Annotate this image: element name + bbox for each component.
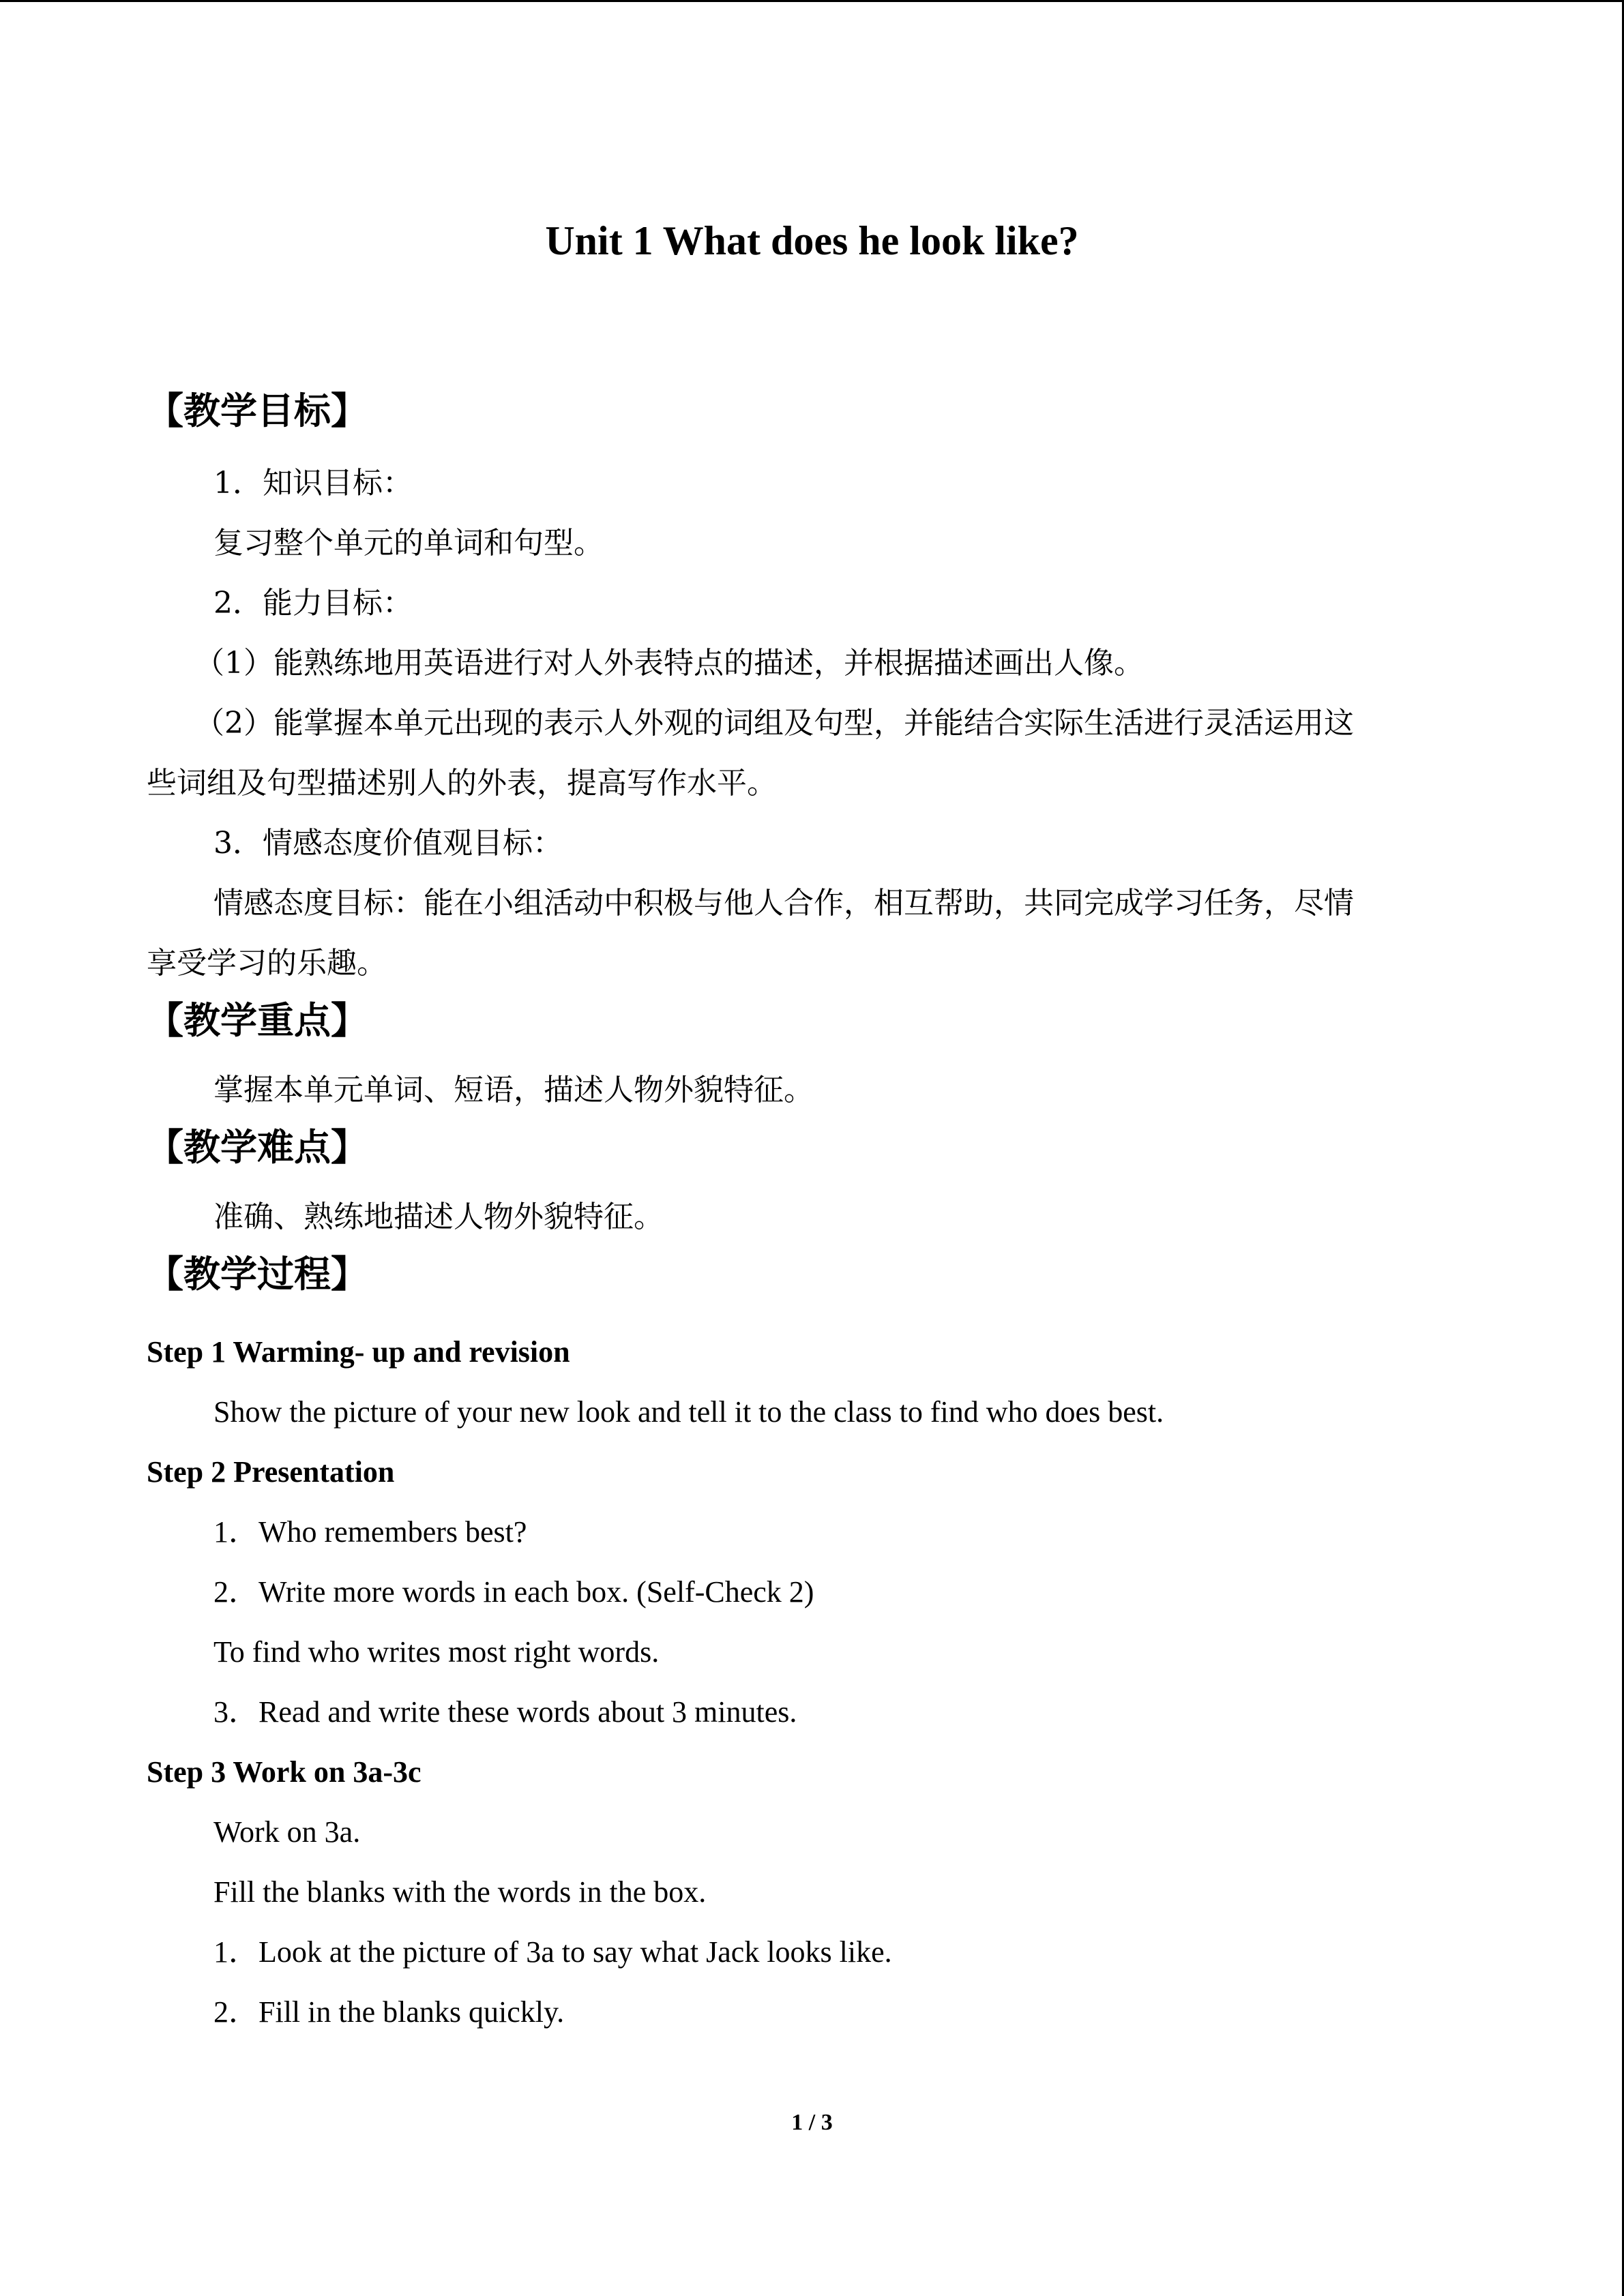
step-1-title: Step 1 Warming- up and revision xyxy=(147,1335,570,1369)
step-2-line: 2．Write more words in each box. (Self-Check 2) xyxy=(213,1575,814,1609)
section-process xyxy=(147,1247,1480,2042)
section-objectives xyxy=(147,384,1480,994)
document-body xyxy=(147,384,1480,2042)
key-points-text: 掌握本单元单词、短语，描述人物外貌特征。 xyxy=(213,1073,814,1107)
step-3-line: Work on 3a. xyxy=(213,1815,361,1849)
section-heading-key-points: 【教学重点】 xyxy=(147,999,368,1042)
objective-line: 复习整个单元的单词和句型。 xyxy=(213,526,604,561)
difficulties-text: 准确、熟练地描述人物外貌特征。 xyxy=(213,1199,664,1234)
step-2-line: 1．Who remembers best? xyxy=(213,1515,527,1549)
objective-line: 3．情感态度价值观目标： xyxy=(213,826,563,861)
section-key-points xyxy=(147,994,1480,1120)
objective-line: 些词组及句型描述别人的外表，提高写作水平。 xyxy=(147,766,777,801)
step-2-title: Step 2 Presentation xyxy=(147,1455,395,1489)
document-title: Unit 1 What does he look like? xyxy=(545,218,1079,263)
objective-line: 1．知识目标： xyxy=(213,466,413,501)
step-3-line: Fill the blanks with the words in the box. xyxy=(213,1875,707,1909)
step-3-line: 2．Fill in the blanks quickly. xyxy=(213,1995,565,2029)
section-heading-process: 【教学过程】 xyxy=(147,1253,368,1296)
objective-line: 享受学习的乐趣。 xyxy=(147,946,387,981)
page-number: 1 / 3 xyxy=(791,2110,833,2135)
objective-line: 情感态度目标：能在小组活动中积极与他人合作，相互帮助，共同完成学习任务，尽情 xyxy=(213,886,1354,921)
step-3-title: Step 3 Work on 3a-3c xyxy=(147,1755,422,1789)
section-heading-objectives: 【教学目标】 xyxy=(147,389,368,432)
step-3-line: 1．Look at the picture of 3a to say what Jack looks like. xyxy=(213,1935,892,1969)
objective-line: （2）能掌握本单元出现的表示人外观的词组及句型，并能结合实际生活进行灵活运用这 xyxy=(194,706,1354,741)
step-2-line: To find who writes most right words. xyxy=(213,1635,660,1669)
objective-line: 2．能力目标： xyxy=(213,586,413,621)
step-2-line: 3．Read and write these words about 3 minutes. xyxy=(213,1695,797,1729)
objective-line: （1）能熟练地用英语进行对人外表特点的描述，并根据描述画出人像。 xyxy=(194,646,1144,681)
section-heading-difficulties: 【教学难点】 xyxy=(147,1126,368,1169)
section-difficulties xyxy=(147,1120,1480,1247)
step-1-line: Show the picture of your new look and tell it to the class to find who does best. xyxy=(213,1395,1164,1429)
